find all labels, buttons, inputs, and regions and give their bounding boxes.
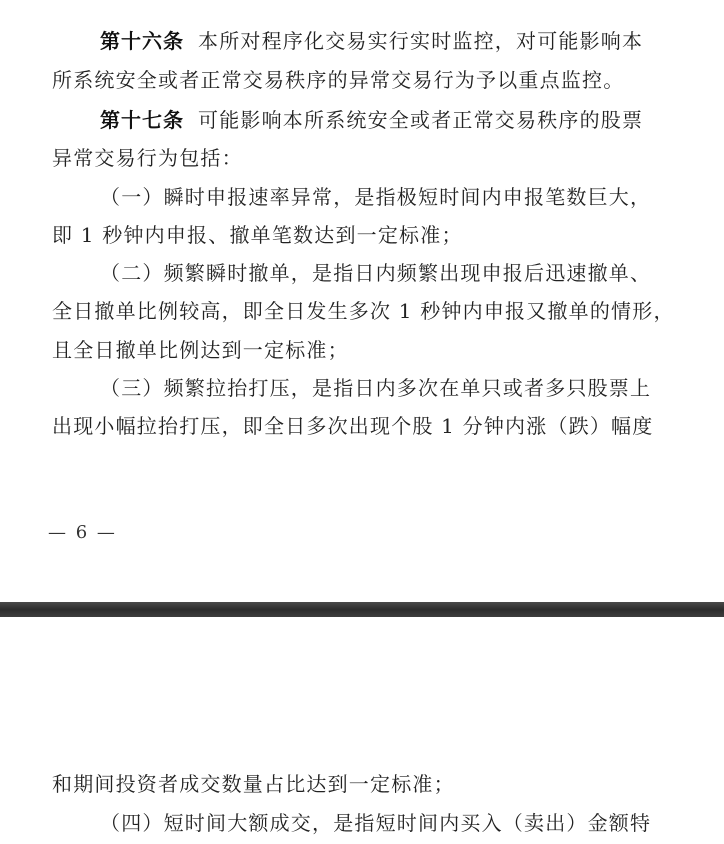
item-4-line-1: （四）短时间大额成交，是指短时间内买入（卖出）金额特 <box>100 811 652 835</box>
document-page-bottom <box>0 617 724 844</box>
item-3-continuation: 和期间投资者成交数量占比达到一定标准； <box>52 772 455 796</box>
article-17-text-1: 可能影响本所系统安全或者正常交易秩序的股票 <box>198 108 644 132</box>
article-16-text-1: 本所对程序化交易实行实时监控，对可能影响本 <box>198 29 644 53</box>
item-1-line-1: （一）瞬时申报速率异常，是指极短时间内申报笔数巨大， <box>100 185 652 209</box>
item-3-line-2: 出现小幅拉抬打压，即全日多次出现个股 1 分钟内涨（跌）幅度 <box>52 414 654 438</box>
item-2-line-2: 全日撤单比例较高，即全日发生多次 1 秒钟内申报又撤单的情形， <box>52 299 675 323</box>
item-1-line-2: 即 1 秒钟内申报、撤单笔数达到一定标准； <box>52 223 463 247</box>
article-16-heading: 第十六条 <box>100 29 184 53</box>
item-3-line-1: （三）频繁拉抬打压，是指日内多次在单只或者多只股票上 <box>100 376 652 400</box>
item-2-line-1: （二）频繁瞬时撤单，是指日内频繁出现申报后迅速撤单、 <box>100 261 652 285</box>
page-number: — 6 — <box>48 522 117 543</box>
article-17-line-2: 异常交易行为包括： <box>52 146 243 170</box>
article-17-line-1 <box>100 108 643 132</box>
article-16-line-1 <box>100 29 643 53</box>
item-2-line-3: 且全日撤单比例达到一定标准； <box>52 338 349 362</box>
article-16-line-2: 所系统安全或者正常交易秩序的异常交易行为予以重点监控。 <box>52 68 625 92</box>
page-separator <box>0 602 724 617</box>
article-17-heading: 第十七条 <box>100 108 184 132</box>
